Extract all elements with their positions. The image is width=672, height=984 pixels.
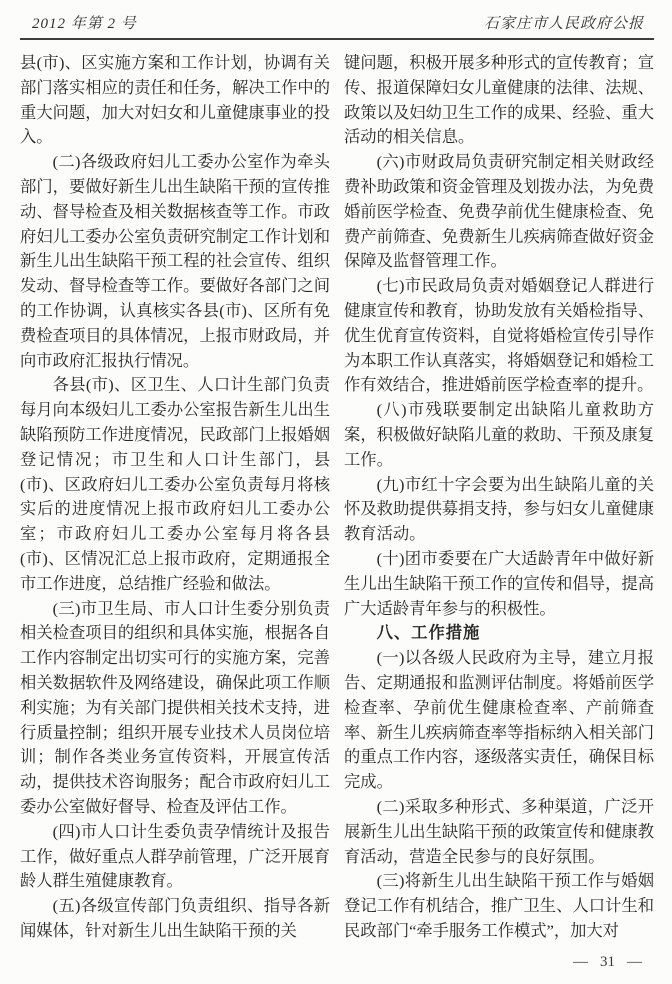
paragraph-continuation: 县(市)、区实施方案和工作计划，协调有关部门落实相应的责任和任务，解决工作中的重大问题，加大对妇女和儿童健康事业的投入。 (20, 53, 330, 147)
column-right (344, 51, 654, 944)
page-header (20, 8, 654, 33)
paragraph-item-6: (六)市财政局负责研究制定相关财政经费补助政策和资金管理及划拨办法，为免费婚前医学检查、免费孕前优生健康检查、免费产前筛查、免费新生儿疾病筛查做好资金保障及监督管理工作。 (344, 152, 654, 271)
footer-dash-right: — (627, 954, 642, 970)
paragraph-item-5: (五)各级宣传部门负责组织、指导各新闻媒体，针对新生儿出生缺陷干预的关 (20, 896, 330, 940)
issue-label: 2012 年第 2 号 (32, 16, 137, 32)
paragraph-item-4: (四)市人口计生委负责孕情统计及报告工作，做好重点人群孕前管理，广泛开展育龄人群生殖健康教育。 (20, 821, 330, 891)
paragraph-reporting-duties: 各县(市)、区卫生、人口计生部门负责每月向本级妇儿工委办公室报告新生儿出生缺陷预防工作进度情况，民政部门上报婚姻登记情况；市卫生和人口计生部门，县(市)、区政府妇儿工委办公室负责每月将核实后的进度情况上报市政府妇儿工委办公室；市政府妇儿工委办公室每月将各县(市)、区情况汇总上报市政府，定期通报全市工作进度，总结推广经验和做法。 (20, 375, 330, 593)
paragraph-item-9: (九)市红十字会要为出生缺陷儿童的关怀及救助提供募捐支持，参与妇女儿童健康教育活动。 (344, 474, 654, 544)
header-rule (20, 38, 654, 40)
paragraph-measure-1: (一)以各级人民政府为主导，建立月报告、定期通报和监测评估制度。将婚前医学检查率、孕前优生健康检查率、产前筛查率、新生儿疾病筛查率等指标纳入相关部门的重点工作内容，逐级落实责任，确保目标完成。 (344, 648, 654, 792)
page-number: 31 (600, 954, 615, 970)
paragraph-item-10: (十)团市委要在广大适龄青年中做好新生儿出生缺陷干预工作的宣传和倡导，提高广大适龄青年参与的积极性。 (344, 548, 654, 618)
section-heading-work-measures: 八、工作措施 (376, 624, 481, 643)
footer-dash-left: — (573, 954, 588, 970)
column-left (20, 51, 330, 944)
paragraph-item-2: (二)各级政府妇儿工委办公室作为牵头部门，要做好新生儿出生缺陷干预的宣传推动、督导检查及相关数据核查等工作。市政府妇儿工委办公室负责研究制定工作计划和新生儿出生缺陷干预工程的社会宣传、组织发动、督导检查等工作。要做好各部门之间的工作协调，认真核实各县(市)、区所有免费检查项目的具体情况，上报市财政局，并向市政府汇报执行情况。 (20, 152, 330, 370)
page-footer (573, 954, 642, 971)
paragraph-item-8: (八)市残联要制定出缺陷儿童救助方案，积极做好缺陷儿童的救助、干预及康复工作。 (344, 400, 654, 469)
publication-title: 石家庄市人民政府公报 (483, 16, 644, 32)
paragraph-item-3: (三)市卫生局、市人口计生委分别负责相关检查项目的组织和具体实施，根据各自工作内容制定出切实可行的实施方案，完善相关数据软件及网络建设，确保此项工作顺利实施；为有关部门提供相关技术支持，进行质量控制；组织开展专业技术人员岗位培训；制作各类业务宣传资料，开展宣传活动，提供技术咨询服务；配合市政府妇儿工委办公室做好督导、检查及评估工作。 (20, 598, 330, 816)
paragraph-continuation: 键问题，积极开展多种形式的宣传教育；宣传、报道保障妇女儿童健康的法律、法规、政策以及妇幼卫生工作的成果、经验、重大活动的相关信息。 (344, 53, 654, 147)
paragraph-measure-3: (三)将新生儿出生缺陷干预工作与婚姻登记工作有机结合，推广卫生、人口计生和民政部门“牵手服务工作模式”，加大对 (344, 871, 654, 940)
paragraph-item-7: (七)市民政局负责对婚姻登记人群进行健康宣传和教育，协助发放有关婚检指导、优生优育宣传资料，自觉将婚检宣传引导作为本职工作认真落实，将婚姻登记和婚检工作有效结合，推进婚前医学检查率的提升。 (344, 276, 654, 395)
document-body (20, 51, 654, 944)
paragraph-measure-2: (二)采取多种形式、多种渠道，广泛开展新生儿出生缺陷干预的政策宣传和健康教育活动，营造全民参与的良好氛围。 (344, 796, 654, 866)
